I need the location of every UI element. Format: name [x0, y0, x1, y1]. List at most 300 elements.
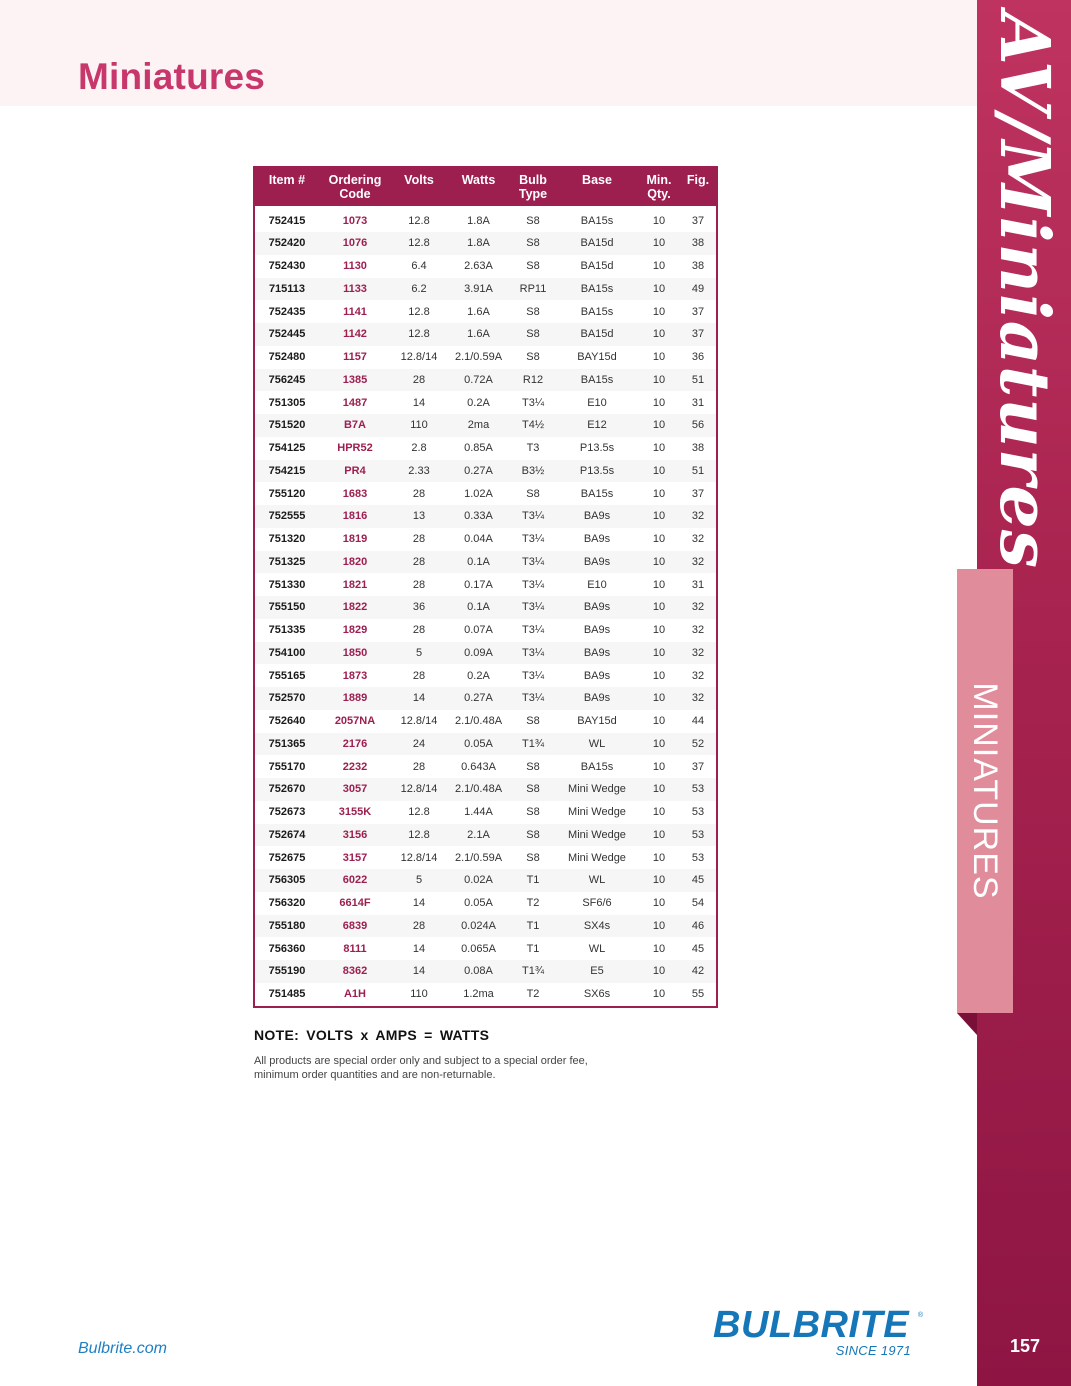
- base-cell: SX4s: [556, 915, 638, 938]
- base-cell: BA9s: [556, 528, 638, 551]
- base-cell: Mini Wedge: [556, 778, 638, 801]
- volts-cell: 5: [391, 642, 447, 665]
- fig-cell: 36: [680, 346, 716, 369]
- volts-cell: 12.8: [391, 323, 447, 346]
- bulb-type-cell: S8: [510, 710, 556, 733]
- table-row: [255, 206, 716, 232]
- fig-cell: 32: [680, 687, 716, 710]
- min-qty-cell: 10: [638, 255, 680, 278]
- bulb-type-cell: S8: [510, 346, 556, 369]
- min-qty-cell: 10: [638, 573, 680, 596]
- volts-cell: 14: [391, 892, 447, 915]
- ordering-code-cell: 6022: [319, 869, 391, 892]
- volts-cell: 28: [391, 619, 447, 642]
- min-qty-cell: 10: [638, 596, 680, 619]
- table-row: [255, 391, 716, 414]
- table-row: [255, 460, 716, 483]
- volts-cell: 28: [391, 482, 447, 505]
- column-header-line: Bulb: [519, 173, 547, 187]
- item-number-cell: 751335: [255, 619, 319, 642]
- table-body: [255, 206, 716, 1006]
- ordering-code-cell: 1487: [319, 391, 391, 414]
- watts-cell: 0.643A: [447, 755, 510, 778]
- table-row: [255, 778, 716, 801]
- column-header-line: Code: [339, 187, 371, 201]
- column-header: [255, 166, 319, 206]
- item-number-cell: 752435: [255, 300, 319, 323]
- min-qty-cell: 10: [638, 391, 680, 414]
- volts-cell: 28: [391, 528, 447, 551]
- min-qty-cell: 10: [638, 232, 680, 255]
- min-qty-cell: 10: [638, 687, 680, 710]
- item-number-cell: 752415: [255, 206, 319, 232]
- ordering-code-cell: 8111: [319, 937, 391, 960]
- volts-cell: 28: [391, 573, 447, 596]
- base-cell: WL: [556, 869, 638, 892]
- item-number-cell: 752420: [255, 232, 319, 255]
- ordering-code-cell: 1157: [319, 346, 391, 369]
- table-row: [255, 505, 716, 528]
- ordering-code-cell: 8362: [319, 960, 391, 983]
- logo-wordmark: BULBRITE: [713, 1304, 910, 1346]
- ordering-code-cell: 6614F: [319, 892, 391, 915]
- bulb-type-cell: S8: [510, 755, 556, 778]
- fig-cell: 38: [680, 255, 716, 278]
- fig-cell: 45: [680, 869, 716, 892]
- min-qty-cell: 10: [638, 482, 680, 505]
- table-row: [255, 710, 716, 733]
- volts-cell: 28: [391, 664, 447, 687]
- bulb-type-cell: S8: [510, 255, 556, 278]
- base-cell: E12: [556, 414, 638, 437]
- table-row: [255, 482, 716, 505]
- base-cell: BA15s: [556, 482, 638, 505]
- base-cell: BAY15d: [556, 710, 638, 733]
- column-header-line: Ordering: [328, 173, 382, 187]
- item-number-cell: 751325: [255, 551, 319, 574]
- table-row: [255, 687, 716, 710]
- table-row: [255, 619, 716, 642]
- bulb-type-cell: T2: [510, 983, 556, 1006]
- volts-cell: 13: [391, 505, 447, 528]
- section-tab-label: MINIATURES: [966, 682, 1004, 900]
- column-header: [638, 166, 680, 206]
- column-header-line: Min.: [646, 173, 672, 187]
- fig-cell: 31: [680, 391, 716, 414]
- min-qty-cell: 10: [638, 323, 680, 346]
- fig-cell: 37: [680, 482, 716, 505]
- watts-cell: 0.27A: [447, 687, 510, 710]
- base-cell: SF6/6: [556, 892, 638, 915]
- table-row: [255, 437, 716, 460]
- table-header-row: [255, 166, 716, 206]
- watts-cell: 0.065A: [447, 937, 510, 960]
- ordering-code-cell: 1850: [319, 642, 391, 665]
- ordering-code-cell: 3156: [319, 824, 391, 847]
- watts-cell: 1.2ma: [447, 983, 510, 1006]
- base-cell: BA15s: [556, 206, 638, 232]
- base-cell: WL: [556, 733, 638, 756]
- ordering-code-cell: 1821: [319, 573, 391, 596]
- item-number-cell: 752480: [255, 346, 319, 369]
- watts-cell: 2.63A: [447, 255, 510, 278]
- table-row: [255, 869, 716, 892]
- base-cell: BA15s: [556, 300, 638, 323]
- volts-cell: 2.33: [391, 460, 447, 483]
- item-number-cell: 755180: [255, 915, 319, 938]
- fig-cell: 32: [680, 551, 716, 574]
- volts-cell: 28: [391, 551, 447, 574]
- fig-cell: 54: [680, 892, 716, 915]
- min-qty-cell: 10: [638, 437, 680, 460]
- watts-cell: 0.85A: [447, 437, 510, 460]
- item-number-cell: 756320: [255, 892, 319, 915]
- logo-registered-mark: ®: [917, 1312, 923, 1319]
- watts-cell: 2.1/0.48A: [447, 710, 510, 733]
- item-number-cell: 751305: [255, 391, 319, 414]
- table-row: [255, 960, 716, 983]
- fig-cell: 51: [680, 369, 716, 392]
- item-number-cell: 754100: [255, 642, 319, 665]
- volts-cell: 12.8/14: [391, 346, 447, 369]
- volts-cell: 14: [391, 687, 447, 710]
- min-qty-cell: 10: [638, 892, 680, 915]
- watts-cell: 0.1A: [447, 596, 510, 619]
- watts-cell: 2ma: [447, 414, 510, 437]
- bulb-type-cell: T3¼: [510, 664, 556, 687]
- item-number-cell: 751520: [255, 414, 319, 437]
- watts-cell: 0.024A: [447, 915, 510, 938]
- ordering-code-cell: 3057: [319, 778, 391, 801]
- ordering-code-cell: A1H: [319, 983, 391, 1006]
- volts-cell: 14: [391, 937, 447, 960]
- base-cell: BA15d: [556, 232, 638, 255]
- base-cell: BA9s: [556, 551, 638, 574]
- watts-cell: 3.91A: [447, 278, 510, 301]
- min-qty-cell: 10: [638, 551, 680, 574]
- ordering-code-cell: 1816: [319, 505, 391, 528]
- column-header: [319, 166, 391, 206]
- column-header: [447, 166, 510, 206]
- column-header-line: Fig.: [686, 173, 710, 187]
- volts-cell: 6.4: [391, 255, 447, 278]
- bulb-type-cell: T3¼: [510, 528, 556, 551]
- bulb-type-cell: T3¼: [510, 551, 556, 574]
- bulb-type-cell: R12: [510, 369, 556, 392]
- volts-cell: 24: [391, 733, 447, 756]
- table-row: [255, 937, 716, 960]
- bulb-type-cell: T3¼: [510, 391, 556, 414]
- watts-cell: 0.05A: [447, 733, 510, 756]
- item-number-cell: 751330: [255, 573, 319, 596]
- min-qty-cell: 10: [638, 528, 680, 551]
- column-header-line: Item #: [268, 173, 306, 187]
- volts-cell: 28: [391, 369, 447, 392]
- table-row: [255, 346, 716, 369]
- table-row: [255, 573, 716, 596]
- watts-cell: 0.04A: [447, 528, 510, 551]
- ordering-code-cell: 1142: [319, 323, 391, 346]
- ordering-code-cell: 3157: [319, 846, 391, 869]
- column-header: [510, 166, 556, 206]
- watts-cell: 1.8A: [447, 232, 510, 255]
- fig-cell: 37: [680, 323, 716, 346]
- watts-cell: 1.44A: [447, 801, 510, 824]
- bulb-type-cell: RP11: [510, 278, 556, 301]
- table-row: [255, 801, 716, 824]
- fig-cell: 45: [680, 937, 716, 960]
- table-row: [255, 733, 716, 756]
- base-cell: BA15s: [556, 369, 638, 392]
- watts-cell: 2.1A: [447, 824, 510, 847]
- base-cell: WL: [556, 937, 638, 960]
- min-qty-cell: 10: [638, 824, 680, 847]
- bulb-type-cell: T3¼: [510, 573, 556, 596]
- watts-cell: 0.09A: [447, 642, 510, 665]
- item-number-cell: 751320: [255, 528, 319, 551]
- min-qty-cell: 10: [638, 505, 680, 528]
- column-header-line: Type: [518, 187, 548, 201]
- ordering-code-cell: 1073: [319, 206, 391, 232]
- bulb-type-cell: S8: [510, 778, 556, 801]
- watts-cell: 0.2A: [447, 391, 510, 414]
- table-row: [255, 300, 716, 323]
- min-qty-cell: 10: [638, 869, 680, 892]
- item-number-cell: 752675: [255, 846, 319, 869]
- item-number-cell: 756245: [255, 369, 319, 392]
- min-qty-cell: 10: [638, 983, 680, 1006]
- table-row: [255, 551, 716, 574]
- base-cell: E5: [556, 960, 638, 983]
- bulb-type-cell: S8: [510, 846, 556, 869]
- min-qty-cell: 10: [638, 369, 680, 392]
- volts-cell: 5: [391, 869, 447, 892]
- bulb-type-cell: T1: [510, 915, 556, 938]
- ordering-code-cell: B7A: [319, 414, 391, 437]
- base-cell: E10: [556, 573, 638, 596]
- min-qty-cell: 10: [638, 460, 680, 483]
- bulb-type-cell: T1¾: [510, 960, 556, 983]
- ordering-code-cell: 1820: [319, 551, 391, 574]
- fig-cell: 32: [680, 642, 716, 665]
- item-number-cell: 755165: [255, 664, 319, 687]
- bulb-type-cell: T3¼: [510, 642, 556, 665]
- base-cell: Mini Wedge: [556, 801, 638, 824]
- bulb-type-cell: T3¼: [510, 687, 556, 710]
- disclaimer-line: minimum order quantities and are non-returnable.: [254, 1069, 496, 1081]
- table-row: [255, 414, 716, 437]
- fig-cell: 52: [680, 733, 716, 756]
- fig-cell: 53: [680, 846, 716, 869]
- volts-cell: 36: [391, 596, 447, 619]
- base-cell: BA9s: [556, 642, 638, 665]
- watts-cell: 0.08A: [447, 960, 510, 983]
- fig-cell: 53: [680, 778, 716, 801]
- fig-cell: 53: [680, 824, 716, 847]
- table-row: [255, 892, 716, 915]
- side-script-title: AV/Miniatures: [984, 12, 1064, 570]
- ordering-code-cell: PR4: [319, 460, 391, 483]
- table-row: [255, 255, 716, 278]
- base-cell: BA9s: [556, 619, 638, 642]
- watts-cell: 2.1/0.59A: [447, 346, 510, 369]
- watts-cell: 1.02A: [447, 482, 510, 505]
- bulb-type-cell: T2: [510, 892, 556, 915]
- watts-cell: 0.2A: [447, 664, 510, 687]
- item-number-cell: 755190: [255, 960, 319, 983]
- min-qty-cell: 10: [638, 619, 680, 642]
- fig-cell: 32: [680, 505, 716, 528]
- ordering-code-cell: 2232: [319, 755, 391, 778]
- min-qty-cell: 10: [638, 664, 680, 687]
- min-qty-cell: 10: [638, 733, 680, 756]
- bulb-type-cell: T3¼: [510, 505, 556, 528]
- column-header-line: Volts: [404, 173, 434, 187]
- ordering-code-cell: 1822: [319, 596, 391, 619]
- bulb-type-cell: S8: [510, 482, 556, 505]
- bulb-type-cell: T3: [510, 437, 556, 460]
- watts-cell: 2.1/0.48A: [447, 778, 510, 801]
- note-heading: NOTE: VOLTS x AMPS = WATTS: [254, 1027, 490, 1043]
- item-number-cell: 752555: [255, 505, 319, 528]
- watts-cell: 0.05A: [447, 892, 510, 915]
- item-number-cell: 754125: [255, 437, 319, 460]
- volts-cell: 28: [391, 755, 447, 778]
- watts-cell: 1.8A: [447, 206, 510, 232]
- column-header: [391, 166, 447, 206]
- volts-cell: 12.8: [391, 801, 447, 824]
- logo-tagline: SINCE 1971: [835, 1343, 911, 1358]
- base-cell: E10: [556, 391, 638, 414]
- min-qty-cell: 10: [638, 414, 680, 437]
- item-number-cell: 756360: [255, 937, 319, 960]
- watts-cell: 0.1A: [447, 551, 510, 574]
- table-row: [255, 983, 716, 1006]
- ordering-code-cell: 1385: [319, 369, 391, 392]
- base-cell: Mini Wedge: [556, 846, 638, 869]
- watts-cell: 0.17A: [447, 573, 510, 596]
- ordering-code-cell: 6839: [319, 915, 391, 938]
- ordering-code-cell: 1873: [319, 664, 391, 687]
- item-number-cell: 752445: [255, 323, 319, 346]
- watts-cell: 0.02A: [447, 869, 510, 892]
- bulb-type-cell: S8: [510, 824, 556, 847]
- ordering-code-cell: 1141: [319, 300, 391, 323]
- base-cell: BAY15d: [556, 346, 638, 369]
- watts-cell: 0.07A: [447, 619, 510, 642]
- volts-cell: 14: [391, 960, 447, 983]
- ordering-code-cell: 1076: [319, 232, 391, 255]
- fig-cell: 37: [680, 755, 716, 778]
- table-row: [255, 642, 716, 665]
- min-qty-cell: 10: [638, 300, 680, 323]
- fig-cell: 38: [680, 232, 716, 255]
- table-row: [255, 596, 716, 619]
- ordering-code-cell: HPR52: [319, 437, 391, 460]
- volts-cell: 110: [391, 414, 447, 437]
- bulb-type-cell: S8: [510, 323, 556, 346]
- fig-cell: 56: [680, 414, 716, 437]
- ordering-code-cell: 1130: [319, 255, 391, 278]
- product-table: [255, 166, 716, 1006]
- min-qty-cell: 10: [638, 778, 680, 801]
- ordering-code-cell: 2176: [319, 733, 391, 756]
- item-number-cell: 752430: [255, 255, 319, 278]
- volts-cell: 12.8: [391, 824, 447, 847]
- bulb-type-cell: S8: [510, 206, 556, 232]
- column-header-line: Base: [582, 173, 612, 187]
- watts-cell: 0.72A: [447, 369, 510, 392]
- base-cell: BA15d: [556, 323, 638, 346]
- volts-cell: 12.8/14: [391, 778, 447, 801]
- base-cell: BA9s: [556, 596, 638, 619]
- website-link[interactable]: Bulbrite.com: [78, 1340, 167, 1357]
- bulb-type-cell: B3½: [510, 460, 556, 483]
- volts-cell: 110: [391, 983, 447, 1006]
- table-row: [255, 369, 716, 392]
- volts-cell: 12.8: [391, 206, 447, 232]
- fig-cell: 32: [680, 596, 716, 619]
- column-header: [556, 166, 638, 206]
- ordering-code-cell: 3155K: [319, 801, 391, 824]
- table-row: [255, 664, 716, 687]
- item-number-cell: 755150: [255, 596, 319, 619]
- table-row: [255, 846, 716, 869]
- fig-cell: 32: [680, 619, 716, 642]
- base-cell: BA15s: [556, 755, 638, 778]
- volts-cell: 6.2: [391, 278, 447, 301]
- column-header: [680, 166, 716, 206]
- volts-cell: 12.8: [391, 300, 447, 323]
- item-number-cell: 752673: [255, 801, 319, 824]
- bulb-type-cell: S8: [510, 300, 556, 323]
- fig-cell: 49: [680, 278, 716, 301]
- base-cell: BA9s: [556, 687, 638, 710]
- watts-cell: 2.1/0.59A: [447, 846, 510, 869]
- base-cell: P13.5s: [556, 437, 638, 460]
- fig-cell: 51: [680, 460, 716, 483]
- column-header-line: Qty.: [647, 187, 671, 201]
- base-cell: BA15d: [556, 255, 638, 278]
- item-number-cell: 752674: [255, 824, 319, 847]
- item-number-cell: 755170: [255, 755, 319, 778]
- bulb-type-cell: T1¾: [510, 733, 556, 756]
- page-number: 157: [1009, 1336, 1041, 1356]
- bulbrite-logo: [713, 1306, 923, 1358]
- bulb-type-cell: S8: [510, 801, 556, 824]
- min-qty-cell: 10: [638, 710, 680, 733]
- fig-cell: 44: [680, 710, 716, 733]
- table-row: [255, 824, 716, 847]
- bulb-type-cell: T1: [510, 869, 556, 892]
- ordering-code-cell: 1829: [319, 619, 391, 642]
- item-number-cell: 751485: [255, 983, 319, 1006]
- bulb-type-cell: T3¼: [510, 619, 556, 642]
- page-title: Miniatures: [78, 56, 266, 97]
- bulb-type-cell: S8: [510, 232, 556, 255]
- fig-cell: 38: [680, 437, 716, 460]
- disclaimer-text: [254, 1054, 654, 1082]
- min-qty-cell: 10: [638, 278, 680, 301]
- watts-cell: 0.33A: [447, 505, 510, 528]
- item-number-cell: 754215: [255, 460, 319, 483]
- disclaimer-line: All products are special order only and subject to a special order fee,: [254, 1055, 588, 1067]
- volts-cell: 2.8: [391, 437, 447, 460]
- min-qty-cell: 10: [638, 206, 680, 232]
- fig-cell: 42: [680, 960, 716, 983]
- fig-cell: 32: [680, 528, 716, 551]
- min-qty-cell: 10: [638, 346, 680, 369]
